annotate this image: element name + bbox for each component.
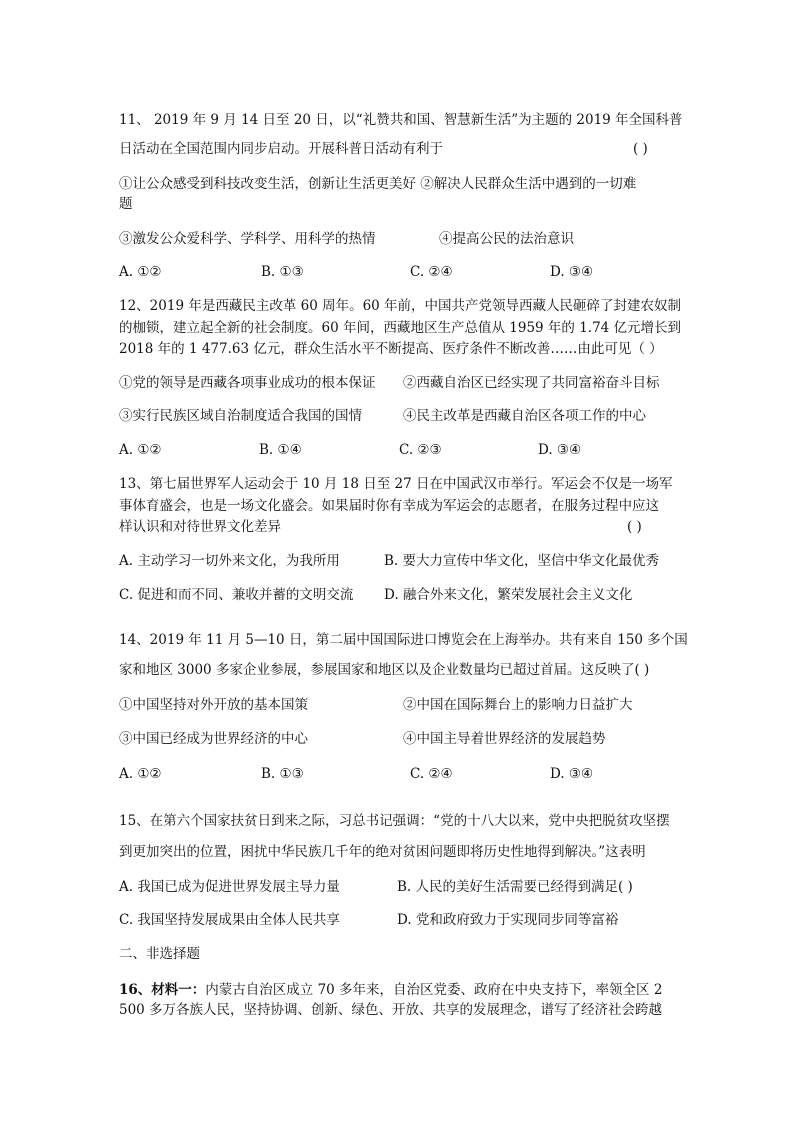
q14-line2: 家和地区 3000 多家企业参展，参展国家和地区以及企业数量均已超过首届。这反映了( ) — [119, 662, 650, 678]
q13-line2: 事体育盛会，也是一场文化盛会。如果届时你有幸成为军运会的志愿者，在服务过程中应这 — [119, 498, 659, 514]
q16-line1-row — [119, 980, 662, 1000]
q12-option-4: ④民主改革是西藏自治区各项工作的中心 — [403, 408, 646, 424]
q13-line3: 样认识和对待世界文化差异 — [119, 519, 281, 535]
q11-choice-c: C. ②④ — [410, 264, 453, 280]
q14-option-4: ④中国主导着世界经济的发展趋势 — [403, 731, 606, 747]
q15-option-d: D. 党和政府致力于实现同步同等富裕 — [397, 912, 619, 928]
q11-choice-a: A. ①② — [119, 264, 162, 280]
q11-line2: 日活动在全国范围内同步启动。开展科普日活动有利于 — [119, 141, 443, 157]
q14-option-1: ①中国坚持对外开放的基本国策 — [119, 697, 308, 713]
q14-choice-d: D. ③④ — [550, 766, 594, 782]
q11-option-2-cont: 题 — [119, 196, 133, 212]
q15-line2: 到更加突出的位置，困扰中华民族几千年的绝对贫困问题即将历史性地得到解决。”这表明 — [119, 844, 646, 860]
q11-option-3: ③激发公众爱科学、学科学、用科学的热情 — [119, 231, 376, 247]
q12-option-3: ③实行民族区域自治制度适合我国的国情 — [119, 408, 362, 424]
q14-option-2: ②中国在国际舞台上的影响力日益扩大 — [403, 697, 633, 713]
q13-answer-paren: ( ) — [627, 519, 642, 535]
q14-line1: 14、2019 年 11 月 5—10 日，第二届中国国际进口博览会在上海举办。共有来自 150 多个国 — [119, 632, 688, 648]
q15-option-a: A. 我国已成为促进世界发展主导力量 — [119, 879, 340, 895]
q15-option-b: B. 人民的美好生活需要已经得到满足( ) — [397, 879, 633, 895]
q12-choice-c: C. ②③ — [399, 442, 442, 458]
q16-line1: 内蒙古自治区成立 70 多年来，自治区党委、政府在中央支持下，率领全区 2 — [205, 982, 663, 998]
q13-option-a: A. 主动学习一切外来文化，为我所用 — [119, 553, 340, 569]
q12-line3: 2018 年的 1 477.63 亿元，群众生活水平不断提高、医疗条件不断改善……由此可见（ ） — [119, 341, 663, 357]
q14-choice-a: A. ①② — [119, 766, 162, 782]
q12-choice-b: B. ①④ — [259, 442, 302, 458]
q11-option-1-2: ①让公众感受到科技改变生活，创新让生活更美好 ②解决人民群众生活中遇到的一切难 — [119, 176, 637, 192]
q13-option-b: B. 要大力宣传中华文化，坚信中华文化最优秀 — [384, 553, 660, 569]
q13-line3-row — [119, 517, 679, 537]
q13-line1: 13、第七届世界军人运动会于 10 月 18 日至 27 日在中国武汉市举行。军运会不仅是一场军 — [119, 476, 673, 492]
q11-line1: 11、 2019 年 9 月 14 日至 20 日，以“礼赞共和国、智慧新生活”为主题的 2019 年全国科普 — [119, 112, 683, 128]
q15-line1: 15、在第六个国家扶贫日到来之际，习总书记强调：“党的十八大以来，党中央把脱贫攻坚摆 — [119, 813, 670, 829]
q14-choice-b: B. ①③ — [261, 766, 304, 782]
q14-option-3: ③中国已经成为世界经济的中心 — [119, 731, 308, 747]
q13-option-d: D. 融合外来文化，繁荣发展社会主义文化 — [384, 587, 633, 603]
q12-choice-a: A. ①② — [119, 442, 162, 458]
q13-option-c: C. 促进和而不同、兼收并蓄的文明交流 — [119, 587, 354, 603]
q12-option-1: ①党的领导是西藏各项事业成功的根本保证 — [119, 375, 376, 391]
q11-option-4: ④提高公民的法治意识 — [439, 231, 574, 247]
q16-line2: 500 多万各族人民，坚持协调、创新、绿色、开放、共享的发展理念，谱写了经济社会跨越 — [119, 1002, 663, 1018]
section-heading-non-choice: 二、非选择题 — [119, 946, 200, 962]
q11-line2-row — [119, 139, 679, 159]
q12-line2: 的枷锁，建立起全新的社会制度。60 年间，西藏地区生产总值从 1959 年的 1.74 亿元增长到 — [119, 320, 682, 336]
q14-choice-c: C. ②④ — [410, 766, 453, 782]
q11-answer-paren: ( ) — [633, 141, 648, 157]
q12-option-2: ②西藏自治区已经实现了共同富裕奋斗目标 — [403, 375, 660, 391]
q16-material-label: 16、材料一： — [119, 982, 206, 998]
q11-choice-b: B. ①③ — [261, 264, 304, 280]
q12-choice-d: D. ③④ — [538, 442, 582, 458]
q12-line1: 12、2019 年是西藏民主改革 60 周年。60 年前，中国共产党领导西藏人民砸碎了封建农奴制 — [119, 298, 682, 314]
q15-option-c: C. 我国坚持发展成果由全体人民共享 — [119, 912, 340, 928]
q11-choice-d: D. ③④ — [550, 264, 594, 280]
